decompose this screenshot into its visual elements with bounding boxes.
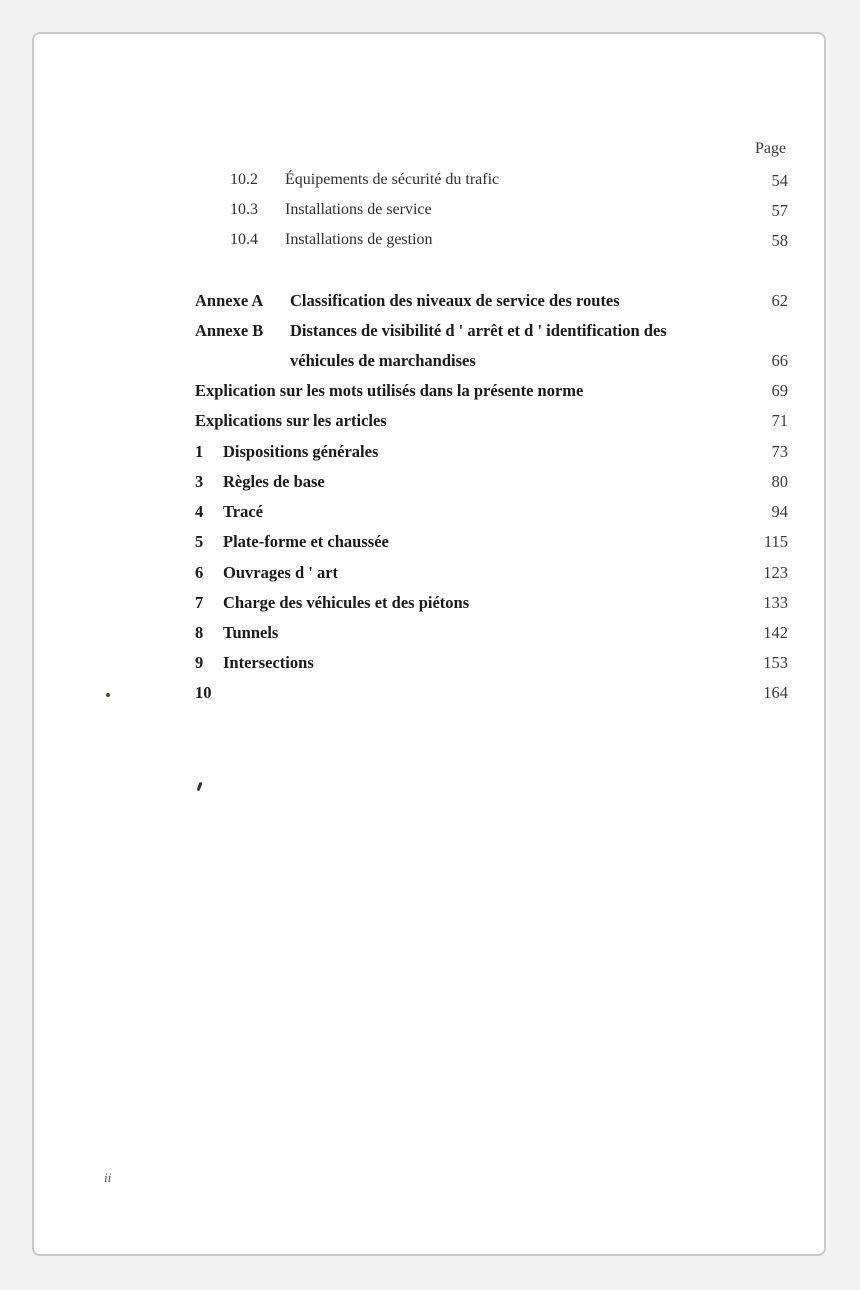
annex-title: Distances de visibilité d ' arrêt et d ' identification des: [290, 321, 667, 340]
toc-entry-page: 54: [771, 171, 788, 190]
chapter-number: 4: [195, 502, 204, 521]
chapter-number: 3: [195, 472, 204, 491]
toc-entry-page: 73: [771, 442, 788, 461]
chapter-number: 1: [195, 442, 204, 461]
toc-entry-title: Installations de service: [285, 201, 432, 218]
document-page: [32, 32, 826, 1256]
toc-entry-number: 10.4: [230, 231, 258, 248]
chapter-number: 6: [195, 563, 204, 582]
toc-entry-title: Équipements de sécurité du trafic: [285, 171, 500, 188]
toc-entry-page: 57: [771, 201, 788, 220]
toc-entry-page: 58: [771, 231, 788, 250]
chapter-title: Tracé: [223, 502, 264, 521]
chapter-title: Dispositions générales: [223, 442, 379, 461]
toc-entry-page: 71: [771, 411, 788, 430]
chapter-number: 5: [195, 532, 204, 551]
toc-entry-page: 94: [771, 502, 788, 521]
toc-entry-title: Installations de gestion: [285, 231, 433, 248]
toc-entry-page: 142: [763, 623, 788, 642]
chapter-title: Charge des véhicules et des piétons: [223, 593, 470, 612]
toc-entry-number: 10.3: [230, 201, 258, 218]
chapter-title: Plate-forme et chaussée: [223, 532, 389, 551]
toc-entry-page: 164: [763, 683, 788, 702]
explanation-title: Explications sur les articles: [195, 411, 387, 430]
annex-title-continued: véhicules de marchandises: [290, 351, 476, 370]
explanation-title: Explication sur les mots utilisés dans la présente norme: [195, 381, 584, 400]
toc-entry-page: 62: [771, 291, 788, 310]
toc-entry-page: 123: [763, 563, 788, 582]
chapter-number: 9: [195, 653, 204, 672]
chapter-number: 10: [195, 683, 212, 702]
toc-entry-number: 10.2: [230, 171, 258, 188]
toc-entry-page: 133: [763, 593, 788, 612]
annex-label: Annexe B: [195, 321, 264, 340]
annex-title: Classification des niveaux de service des routes: [290, 291, 620, 310]
chapter-number: 8: [195, 623, 204, 642]
chapter-title: Intersections: [223, 653, 314, 672]
toc-entry-page: 153: [763, 653, 788, 672]
chapter-title: Règles de base: [223, 472, 325, 491]
page-number: ii: [104, 1170, 112, 1185]
toc-entry-page: 69: [771, 381, 788, 400]
annex-label: Annexe A: [195, 291, 264, 310]
chapter-number: 7: [195, 593, 204, 612]
scan-speck: [197, 782, 203, 791]
scan-speck: [106, 693, 110, 697]
toc-entry-page: 80: [771, 472, 788, 491]
toc-entry-page: 115: [763, 532, 788, 551]
toc-entry-page: 66: [771, 351, 788, 370]
chapter-title: Ouvrages d ' art: [223, 563, 339, 582]
page-column-header: Page: [755, 140, 787, 157]
chapter-title: Tunnels: [223, 623, 279, 642]
